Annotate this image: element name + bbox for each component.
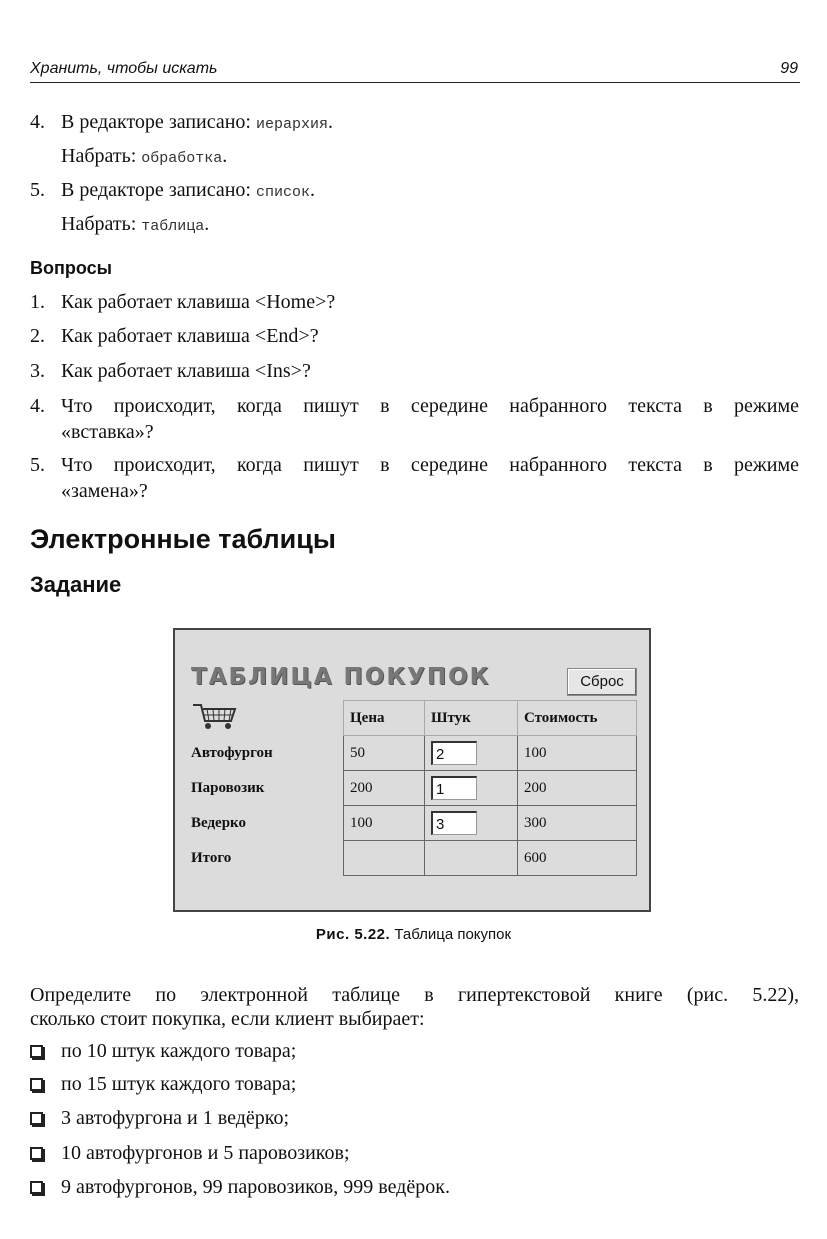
question-number: 3.	[30, 360, 45, 382]
question-text: Что происходит, когда пишут в середине набранного текста в режиме	[61, 395, 799, 417]
questions-heading: Вопросы	[30, 258, 113, 278]
question-text: Как работает клавиша <Home>?	[61, 291, 336, 313]
list-item: 10 автофургонов и 5 паровозиков;	[61, 1142, 350, 1164]
qty-cell	[425, 806, 518, 841]
caption-label: Рис. 5.22.	[315, 926, 391, 943]
row-label: Паровозик	[191, 779, 265, 796]
shopping-cart-icon	[191, 719, 243, 735]
row-label: Автофургон	[191, 744, 273, 761]
figure-caption	[0, 926, 827, 943]
question-text-cont: «замена»?	[61, 480, 148, 502]
question-text: Как работает клавиша <End>?	[61, 325, 319, 347]
page-number: 99	[780, 60, 798, 77]
list-item: 9 автофургонов, 99 паровозиков, 999 ведёрок.	[61, 1176, 450, 1198]
code-text: иерархия	[256, 116, 329, 133]
qty-cell	[425, 771, 518, 806]
exercise-number: 5.	[30, 179, 45, 201]
empty-cell	[344, 841, 425, 876]
question-number: 5.	[30, 454, 45, 476]
purchase-table	[185, 700, 637, 876]
task-heading: Задание	[30, 572, 122, 597]
purchase-table-figure	[173, 628, 651, 912]
body-text-cont: сколько стоит покупка, если клиент выбирает:	[30, 1008, 425, 1030]
total-row	[185, 841, 637, 876]
table-row	[185, 736, 637, 771]
checkbox-bullet-icon	[30, 1078, 43, 1091]
exercise-type-line: Набрать: обработка.	[61, 145, 228, 167]
total-label: Итого	[191, 849, 232, 866]
price-cell: 100	[344, 806, 425, 841]
qty-cell	[425, 736, 518, 771]
column-header: Стоимость	[518, 701, 637, 736]
quantity-input[interactable]: 3	[431, 811, 477, 835]
quantity-input[interactable]: 2	[431, 741, 477, 765]
list-item: 3 автофургона и 1 ведёрко;	[61, 1107, 289, 1129]
exercise-line: В редакторе записано: иерархия.	[61, 111, 334, 133]
empty-cell	[425, 841, 518, 876]
running-header	[30, 60, 800, 83]
running-title: Хранить, чтобы искать	[30, 60, 218, 77]
question-number: 2.	[30, 325, 45, 347]
list-item: по 10 штук каждого товара;	[61, 1040, 297, 1062]
reset-button[interactable]: Сброс	[567, 668, 637, 696]
checkbox-bullet-icon	[30, 1112, 43, 1125]
checkbox-bullet-icon	[30, 1147, 43, 1160]
total-cost-cell: 600	[518, 841, 637, 876]
question-number: 1.	[30, 291, 45, 313]
column-header: Штук	[425, 701, 518, 736]
question-text: Как работает клавиша <Ins>?	[61, 360, 311, 382]
code-text: обработка	[141, 150, 223, 167]
cost-cell: 200	[518, 771, 637, 806]
table-header-row	[185, 701, 637, 736]
code-text: таблица	[141, 218, 205, 235]
checkbox-bullet-icon	[30, 1045, 43, 1058]
section-title: Электронные таблицы	[30, 524, 336, 554]
table-row	[185, 771, 637, 806]
exercise-type-line: Набрать: таблица.	[61, 213, 210, 235]
question-number: 4.	[30, 395, 45, 417]
list-item: по 15 штук каждого товара;	[61, 1073, 297, 1095]
exercise-number: 4.	[30, 111, 45, 133]
code-text: список	[256, 184, 311, 201]
caption-text: Таблица покупок	[394, 926, 512, 943]
exercise-line: В редакторе записано: список.	[61, 179, 316, 201]
body-text: Определите по электронной таблице в гипертекстовой книге (рис. 5.22),	[30, 984, 799, 1006]
table-row	[185, 806, 637, 841]
price-cell: 200	[344, 771, 425, 806]
price-cell: 50	[344, 736, 425, 771]
row-label: Ведерко	[191, 814, 246, 831]
question-text-cont: «вставка»?	[61, 421, 154, 443]
icon-cell	[185, 701, 344, 736]
cost-cell: 300	[518, 806, 637, 841]
quantity-input[interactable]: 1	[431, 776, 477, 800]
column-header: Цена	[344, 701, 425, 736]
cost-cell: 100	[518, 736, 637, 771]
figure-title: ТАБЛИЦА ПОКУПОК	[191, 664, 491, 690]
question-text: Что происходит, когда пишут в середине набранного текста в режиме	[61, 454, 799, 476]
checkbox-bullet-icon	[30, 1181, 43, 1194]
